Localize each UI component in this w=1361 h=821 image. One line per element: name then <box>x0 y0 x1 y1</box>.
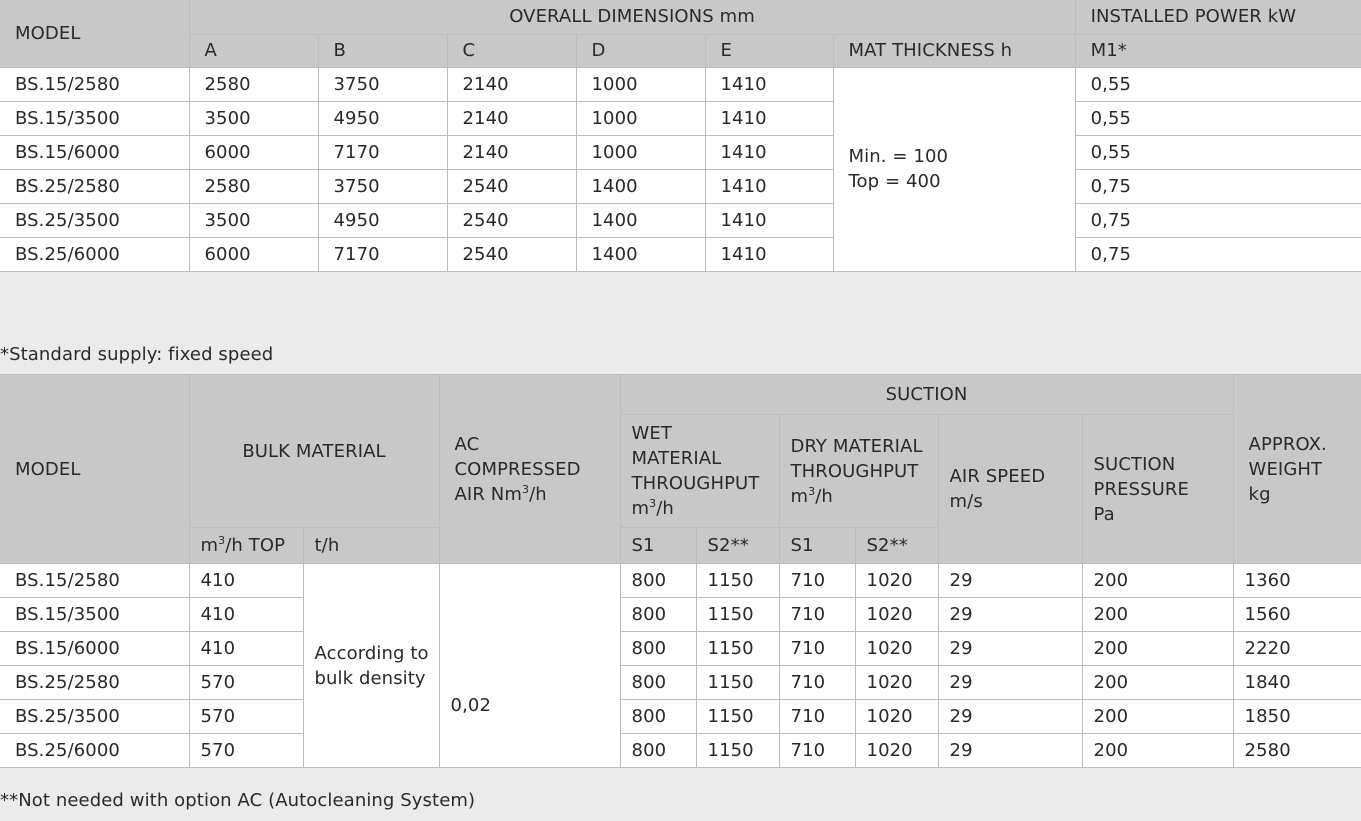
cell-c: 2540 <box>447 169 576 203</box>
header-line: m/s <box>949 491 983 512</box>
wet-s2-cell: 1150 <box>696 700 779 734</box>
table-header-row <box>0 0 1361 34</box>
table-row <box>0 135 1361 169</box>
th-cell <box>303 564 439 768</box>
dry-s2-cell: 1020 <box>855 632 938 666</box>
superscript: 3 <box>218 534 226 547</box>
model-cell: BS.25/6000 <box>0 237 189 271</box>
suction-header: SUCTION <box>620 375 1233 415</box>
air-speed-cell: 29 <box>938 632 1082 666</box>
pressure-cell: 200 <box>1082 666 1233 700</box>
air-speed-cell: 29 <box>938 564 1082 598</box>
dry-s1-cell: 710 <box>779 700 855 734</box>
air-speed-cell: 29 <box>938 666 1082 700</box>
bulk-th-header: t/h <box>303 528 439 564</box>
model-cell: BS.25/3500 <box>0 700 189 734</box>
weight-cell: 1850 <box>1233 700 1361 734</box>
header-line: THROUGHPUT <box>790 460 919 482</box>
superscript: 3 <box>521 482 530 496</box>
weight-cell: 1560 <box>1233 598 1361 632</box>
header-line <box>791 484 938 509</box>
header-line: COMPRESSED <box>454 458 581 480</box>
mat-thickness-min: Min. = 100 <box>848 146 949 167</box>
dry-s2-cell: 1020 <box>855 700 938 734</box>
footnote-autocleaning: **Not needed with option AC (Autocleaning System) <box>0 790 476 811</box>
mat-thickness-header: MAT THICKNESS h <box>833 34 1075 67</box>
header-line: APPROX. <box>1248 433 1327 455</box>
cell-e: 1410 <box>705 101 833 135</box>
bulk-m3h-header <box>189 528 303 564</box>
suction-table <box>0 374 1361 768</box>
m1-cell: 0,75 <box>1075 169 1361 203</box>
cell-b: 3750 <box>318 169 447 203</box>
dry-s1-cell: 710 <box>779 598 855 632</box>
cell-b: 4950 <box>318 203 447 237</box>
table-header-row <box>0 375 1361 415</box>
wet-s1-cell: 800 <box>620 666 696 700</box>
col-d-header: D <box>576 34 705 67</box>
table-row <box>0 666 1361 700</box>
m3h-cell: 570 <box>189 666 303 700</box>
header-line: DRY MATERIAL <box>790 435 923 457</box>
cell-d: 1400 <box>576 237 705 271</box>
header-line: AC <box>454 433 480 455</box>
wet-s1-header: S1 <box>620 528 696 564</box>
cell-b: 7170 <box>318 135 447 169</box>
cell-d: 1000 <box>576 135 705 169</box>
wet-s2-cell: 1150 <box>696 598 779 632</box>
model-cell: BS.25/3500 <box>0 203 189 237</box>
weight-cell: 2580 <box>1233 734 1361 768</box>
header-text: /h <box>656 498 674 519</box>
weight-header <box>1233 375 1361 564</box>
header-text: m <box>200 535 219 556</box>
wet-s1-cell: 800 <box>620 564 696 598</box>
model-header: MODEL <box>0 0 189 67</box>
cell-d: 1000 <box>576 101 705 135</box>
header-line: SUCTION <box>1093 453 1176 475</box>
air-speed-cell: 29 <box>938 734 1082 768</box>
header-line: WET <box>631 423 672 444</box>
cell-b: 3750 <box>318 67 447 101</box>
cell-a: 2580 <box>189 169 318 203</box>
cell-line: According to <box>314 642 429 664</box>
table-row <box>0 237 1361 271</box>
wet-s2-header: S2** <box>696 528 779 564</box>
cell-a: 3500 <box>189 101 318 135</box>
cell-c: 2140 <box>447 67 576 101</box>
header-line: WEIGHT <box>1248 458 1323 480</box>
cell-d: 1000 <box>576 67 705 101</box>
air-speed-cell: 29 <box>938 598 1082 632</box>
table-row <box>0 734 1361 768</box>
wet-s2-cell: 1150 <box>696 734 779 768</box>
header-text: m <box>790 485 809 507</box>
table-row <box>0 700 1361 734</box>
model-cell: BS.15/2580 <box>0 564 189 598</box>
wet-s1-cell: 800 <box>620 632 696 666</box>
model-header: MODEL <box>0 375 189 564</box>
col-c-header: C <box>447 34 576 67</box>
header-line <box>455 482 620 507</box>
m3h-cell: 410 <box>189 632 303 666</box>
cell-c: 2540 <box>447 237 576 271</box>
model-cell: BS.25/6000 <box>0 734 189 768</box>
col-e-header: E <box>705 34 833 67</box>
dimensions-table <box>0 0 1361 272</box>
table-row <box>0 203 1361 237</box>
header-line <box>632 496 779 521</box>
model-cell: BS.25/2580 <box>0 169 189 203</box>
dry-s1-cell: 710 <box>779 564 855 598</box>
cell-d: 1400 <box>576 169 705 203</box>
weight-cell: 2220 <box>1233 632 1361 666</box>
pressure-cell: 200 <box>1082 700 1233 734</box>
header-text: /h <box>815 485 833 507</box>
model-cell: BS.15/3500 <box>0 598 189 632</box>
col-b-header: B <box>318 34 447 67</box>
header-text: /h TOP <box>225 535 286 556</box>
model-cell: BS.15/6000 <box>0 632 189 666</box>
model-cell: BS.15/6000 <box>0 135 189 169</box>
cell-e: 1410 <box>705 169 833 203</box>
header-line: THROUGHPUT <box>631 473 760 494</box>
wet-material-header <box>620 415 779 528</box>
wet-s1-cell: 800 <box>620 700 696 734</box>
cell-a: 6000 <box>189 237 318 271</box>
pressure-cell: 200 <box>1082 598 1233 632</box>
superscript: 3 <box>649 497 657 510</box>
dry-s2-header: S2** <box>855 528 938 564</box>
table-row <box>0 169 1361 203</box>
pressure-cell: 200 <box>1082 632 1233 666</box>
table-header-row <box>0 34 1361 67</box>
wet-s1-cell: 800 <box>620 734 696 768</box>
table-row <box>0 101 1361 135</box>
cell-a: 6000 <box>189 135 318 169</box>
overall-dimensions-header: OVERALL DIMENSIONS mm <box>189 0 1075 34</box>
dry-s2-cell: 1020 <box>855 666 938 700</box>
bulk-material-header: BULK MATERIAL <box>189 375 439 528</box>
cell-a: 2580 <box>189 67 318 101</box>
cell-e: 1410 <box>705 67 833 101</box>
m1-cell: 0,75 <box>1075 237 1361 271</box>
pressure-cell: 200 <box>1082 734 1233 768</box>
cell-e: 1410 <box>705 237 833 271</box>
wet-s2-cell: 1150 <box>696 564 779 598</box>
air-speed-cell: 29 <box>938 700 1082 734</box>
wet-s2-cell: 1150 <box>696 632 779 666</box>
dry-s1-cell: 710 <box>779 734 855 768</box>
dry-material-header <box>779 415 938 528</box>
wet-s1-cell: 800 <box>620 598 696 632</box>
ac-compressed-air-header <box>439 375 620 564</box>
header-line: kg <box>1248 483 1271 505</box>
m1-header: M1* <box>1075 34 1361 67</box>
model-cell: BS.25/2580 <box>0 666 189 700</box>
header-text: AIR Nm <box>454 483 522 505</box>
cell-b: 7170 <box>318 237 447 271</box>
cell-e: 1410 <box>705 135 833 169</box>
table-row <box>0 632 1361 666</box>
m1-cell: 0,55 <box>1075 101 1361 135</box>
m1-cell: 0,55 <box>1075 135 1361 169</box>
cell-c: 2140 <box>447 101 576 135</box>
suction-pressure-header <box>1082 415 1233 564</box>
installed-power-header: INSTALLED POWER kW <box>1075 0 1361 34</box>
cell-line: bulk density <box>314 667 426 689</box>
header-line: Pa <box>1093 503 1115 525</box>
weight-cell: 1840 <box>1233 666 1361 700</box>
dry-s2-cell: 1020 <box>855 598 938 632</box>
m3h-cell: 410 <box>189 564 303 598</box>
dry-s2-cell: 1020 <box>855 564 938 598</box>
header-line: MATERIAL <box>631 448 722 469</box>
mat-thickness-top: Top = 400 <box>848 171 941 192</box>
dry-s1-header: S1 <box>779 528 855 564</box>
m3h-cell: 570 <box>189 734 303 768</box>
cell-a: 3500 <box>189 203 318 237</box>
cell-d: 1400 <box>576 203 705 237</box>
cell-e: 1410 <box>705 203 833 237</box>
model-cell: BS.15/3500 <box>0 101 189 135</box>
weight-cell: 1360 <box>1233 564 1361 598</box>
m3h-cell: 570 <box>189 700 303 734</box>
header-text: m <box>631 498 650 519</box>
m1-cell: 0,55 <box>1075 67 1361 101</box>
m1-cell: 0,75 <box>1075 203 1361 237</box>
superscript: 3 <box>808 484 816 498</box>
table-row <box>0 67 1361 101</box>
table-row <box>0 564 1361 598</box>
header-line: PRESSURE <box>1093 478 1189 500</box>
dry-s1-cell: 710 <box>779 632 855 666</box>
air-speed-header <box>938 415 1082 564</box>
cell-b: 4950 <box>318 101 447 135</box>
footnote-line: *Standard supply: fixed speed <box>0 344 274 365</box>
cell-c: 2540 <box>447 203 576 237</box>
m3h-cell: 410 <box>189 598 303 632</box>
dry-s2-cell: 1020 <box>855 734 938 768</box>
mat-thickness-cell <box>833 67 1075 271</box>
cell-c: 2140 <box>447 135 576 169</box>
table-row <box>0 598 1361 632</box>
wet-s2-cell: 1150 <box>696 666 779 700</box>
dry-s1-cell: 710 <box>779 666 855 700</box>
col-a-header: A <box>189 34 318 67</box>
model-cell: BS.15/2580 <box>0 67 189 101</box>
header-text: /h <box>529 483 547 505</box>
ac-value-cell: 0,02 <box>439 564 620 768</box>
pressure-cell: 200 <box>1082 564 1233 598</box>
header-line: AIR SPEED <box>949 466 1046 487</box>
